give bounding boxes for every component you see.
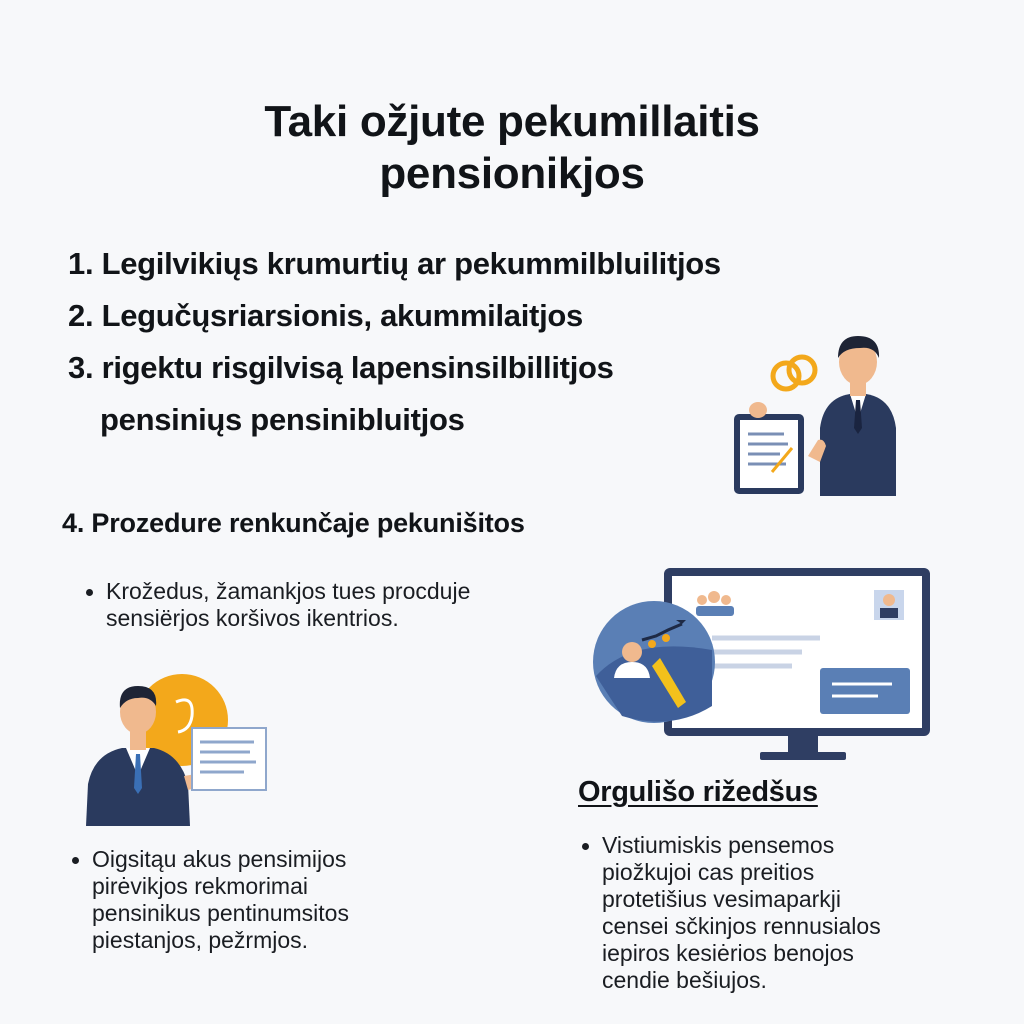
bullet-dot xyxy=(72,857,79,864)
page-title-line-2: pensionikjos xyxy=(379,149,645,198)
bottom-right-line-5: iepiros kesiėrios benojos xyxy=(602,940,854,966)
step-3: 3. rigektu risgilvisą lapensinsilbillitjos xyxy=(68,350,614,385)
bottom-left-line-3: pensinikus pentinumsitos xyxy=(92,900,349,926)
section-heading: 4. Prozedure renkunčaje pekunišitos xyxy=(62,508,525,538)
bottom-right-heading: Orgulišo rižedšus xyxy=(578,776,818,808)
bottom-right-bullet xyxy=(602,832,881,994)
step-1: 1. Legilvikiųs krumurtių ar pekummilbluilitjos xyxy=(68,246,721,281)
step-2: 2. Legučųsriarsionis, akummilaitjos xyxy=(68,298,583,333)
bottom-right-line-1: Vistiumiskis pensemos xyxy=(602,832,835,858)
bottom-right-line-3: protetišius vesimaparkji xyxy=(602,886,842,912)
bottom-right-line-6: cendie bešiujos. xyxy=(602,967,767,993)
bottom-right-line-4: censei sčkinjos rennusialos xyxy=(602,913,881,939)
page-title xyxy=(0,96,1024,200)
section-bullet xyxy=(106,578,470,632)
section-bullet-line-2: sensiërjos koršivos ikentrios. xyxy=(106,605,399,631)
bottom-left-bullet xyxy=(92,846,349,954)
bottom-left-line-1: Oigsitąu akus pensimijos xyxy=(92,846,347,872)
bullet-dot xyxy=(86,589,93,596)
monitor-dashboard-icon xyxy=(592,566,934,766)
businessman-document-icon xyxy=(728,336,904,498)
bottom-right-line-2: piožkujoi cas preitios xyxy=(602,859,815,885)
page-title-line-1: Taki ožjute pekumillaitis xyxy=(264,97,760,146)
bullet-dot xyxy=(582,843,589,850)
bottom-left-line-2: pirėvikjos rekmorimai xyxy=(92,873,308,899)
step-3-continued: pensiniųs pensinibluitjos xyxy=(100,402,465,437)
bottom-left-line-4: piestanjos, pežrmjos. xyxy=(92,927,309,953)
presenter-document-icon xyxy=(84,672,274,828)
section-bullet-line-1: Krožedus, žamankjos tues procduje xyxy=(106,578,471,604)
steps-list xyxy=(68,238,721,446)
